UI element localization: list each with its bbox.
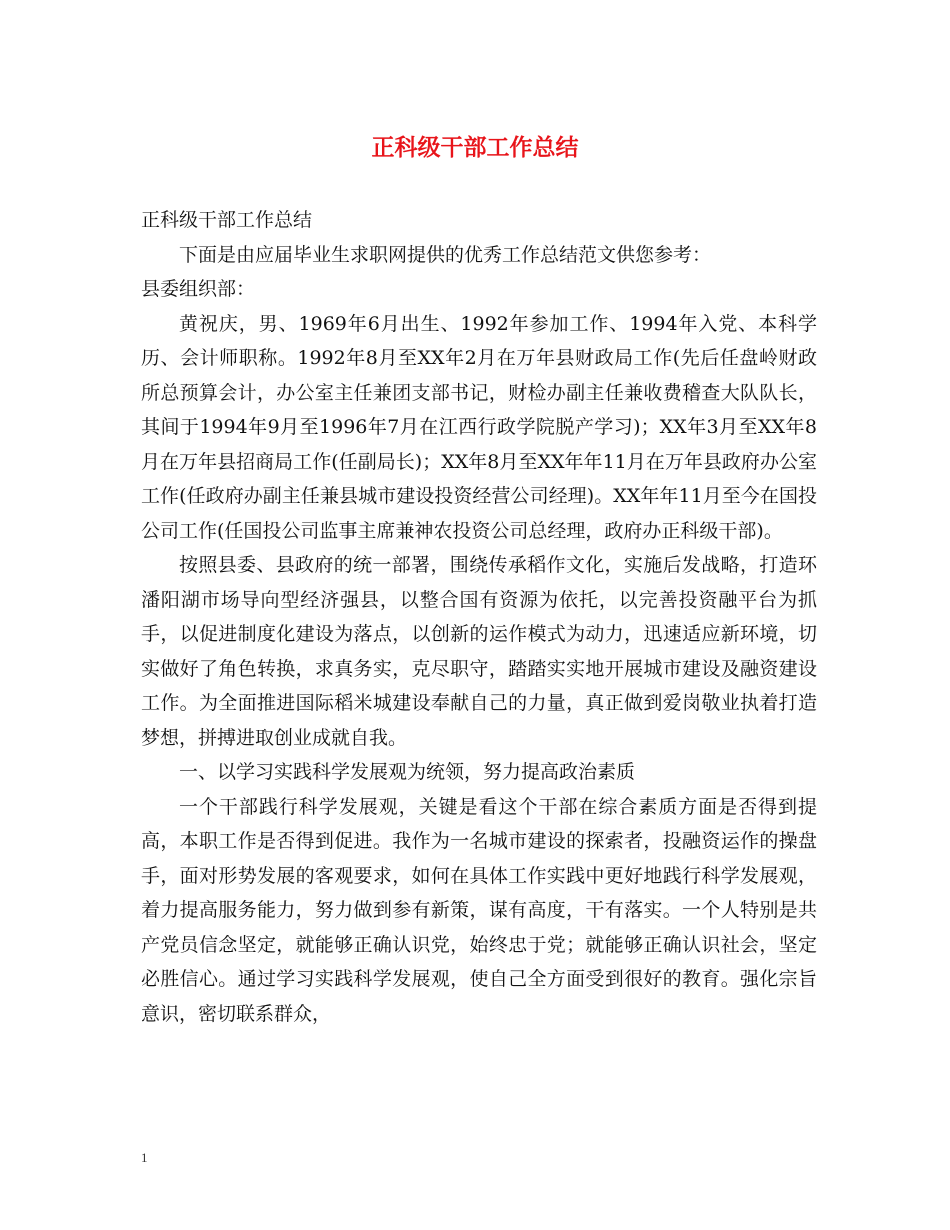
paragraph-addressee: 县委组织部：	[141, 278, 256, 300]
paragraph-heading: 正科级干部工作总结	[141, 209, 313, 231]
paragraph-intro: 下面是由应届毕业生求职网提供的优秀工作总结范文供您参考：	[179, 243, 712, 266]
paragraph-section-1: 一个干部践行科学发展观，关键是看这个干部在综合素质方面是否得到提高，本职工作是否得到促进。我作为一名城市建设的探索者，投融资运作的操盘手，面对形势发展的客观要求，如何在具体工作实践中更好地践行科学发展观，着力提高服务能力，努力做到参有新策，谋有高度，干有落实。一个人特别是共产党员信念坚定，就能够正确认识党，始终忠于党；就能够正确认识社会，坚定必胜信心。通过学习实践科学发展观，使自己全方面受到很好的教育。强化宗旨意识，密切联系群众，	[141, 795, 817, 1025]
paragraph-mission: 按照县委、县政府的统一部署，围绕传承稻作文化，实施后发战略，打造环潘阳湖市场导向型经济强县，以整合国有资源为依托，以完善投资融平台为抓手，以促进制度化建设为落点，以创新的运作模式为动力，迅速适应新环境，切实做好了角色转换，求真务实，克尽职守，踏踏实实地开展城市建设及融资建设工作。为全面推进国际稻米城建设奉献自己的力量，真正做到爱岗敬业执着打造梦想，拼搏进取创业成就自我。	[141, 554, 817, 749]
document-title: 正科级干部工作总结	[371, 134, 579, 161]
section-heading-1: 一、以学习实践科学发展观为统领，努力提高政治素质	[179, 761, 636, 783]
paragraph-biography: 黄祝庆，男、1969年6月出生、1992年参加工作、1994年入党、本科学历、会计师职称。1992年8月至XX年2月在万年县财政局工作(先后任盘岭财政所总预算会计，办公室主任兼团支部书记，财检办副主任兼收费稽查大队队长，其间于1994年9月至1996年7月在江西行政学院脱产学习)；XX年3月至XX年8月在万年县招商局工作(任副局长)；XX年8月至XX年年11月在万年县政府办公室工作(任政府办副主任兼县城市建设投资经营公司经理)。XX年年11月至今在国投公司工作(任国投公司监事主席兼神农投资公司总经理，政府办正科级干部)。	[141, 312, 817, 542]
document-body	[141, 203, 817, 1031]
page-number: 1	[141, 1150, 148, 1165]
